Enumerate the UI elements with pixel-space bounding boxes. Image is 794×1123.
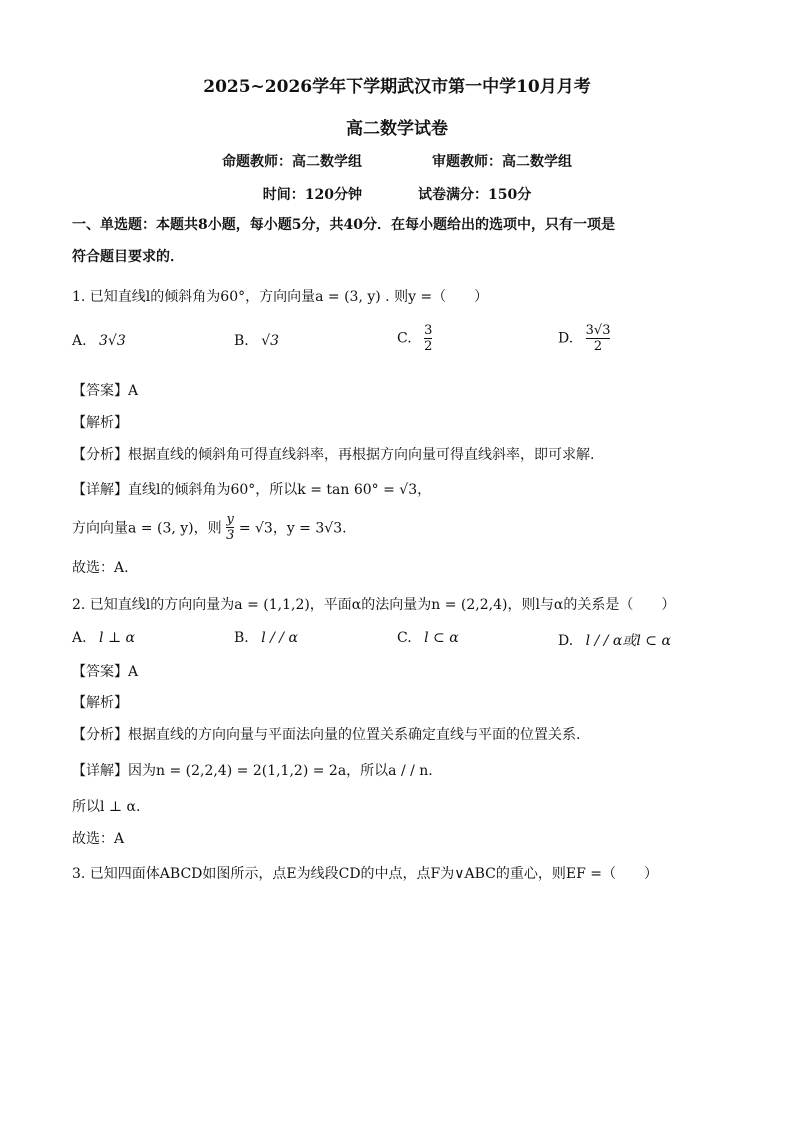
q1-line2-post: = √3，y = 3√3.	[238, 520, 347, 537]
exam-title: 2025~2026学年下学期武汉市第一中学10月月考	[203, 77, 591, 97]
q2-option-c-label: C.	[397, 630, 412, 646]
q2-option-d	[558, 630, 671, 650]
q2-conclusion: 故选：A	[72, 831, 125, 847]
q2-stem: 2. 已知直线l的方向向量为a = (1,1,2)，平面α的法向量为n = (2,2,4)，则l与α的关系是（ ）	[72, 597, 676, 613]
q1-stem: 1. 已知直线l的倾斜角为60°，方向向量a = (3, y) . 则y =（ ）	[72, 289, 489, 305]
q1-solution-line2	[72, 512, 347, 543]
q1-fenxi: 【分析】根据直线的倾斜角可得直线斜率，再根据方向向量可得直线斜率，即可求解.	[72, 447, 595, 463]
q1-option-a-label: A.	[72, 333, 87, 349]
q2-xiangjie: 【详解】因为n = (2,2,4) = 2(1,1,2) = 2a，所以a / / n.	[72, 763, 433, 779]
q1-option-d-label: D.	[558, 330, 574, 347]
q1-line2-fraction	[226, 512, 234, 543]
q1-analysis-tag: 【解析】	[72, 415, 128, 431]
q2-option-c	[397, 630, 459, 646]
q2-option-b-label: B.	[234, 630, 249, 646]
q2-option-a-label: A.	[72, 630, 87, 646]
q2-so: 所以l ⊥ α.	[72, 799, 141, 815]
section-heading-line1: 一、单选题：本题共8小题，每小题5分，共40分．在每小题给出的选项中，只有一项是	[72, 217, 615, 233]
q2-fenxi: 【分析】根据直线的方向向量与平面法向量的位置关系确定直线与平面的位置关系.	[72, 727, 581, 743]
q3-stem: 3. 已知四面体ABCD如图所示，点E为线段CD的中点，点F为∨ABC的重心，则EF =（ ）	[72, 866, 659, 882]
q2-option-b-text: l / / α	[261, 630, 298, 646]
q2-option-a	[72, 630, 135, 646]
q1-option-d-numerator: 3√3	[585, 323, 611, 338]
exam-subtitle: 高二数学试卷	[346, 119, 448, 139]
q1-line2-numerator: y	[226, 512, 234, 527]
q1-answer: 【答案】A	[72, 383, 139, 399]
exam-time-score: 时间：120分钟 试卷满分：150分	[262, 187, 532, 203]
q2-answer: 【答案】A	[72, 664, 139, 680]
q1-line2-pre: 方向向量a = (3, y)，则	[72, 520, 222, 537]
q2-option-d-text: l / / α或l ⊂ α	[585, 633, 671, 649]
q1-option-a	[72, 333, 126, 349]
q1-option-c	[397, 323, 432, 354]
q1-option-b-label: B.	[234, 333, 249, 349]
q2-option-a-text: l ⊥ α	[99, 630, 136, 646]
q1-option-d	[558, 323, 610, 354]
q1-option-a-text: 3√3	[99, 333, 126, 349]
q2-option-d-label: D.	[558, 633, 574, 649]
q1-option-b	[234, 333, 279, 349]
q2-analysis-tag: 【解析】	[72, 695, 128, 711]
section-heading-line2: 符合题目要求的．	[72, 249, 184, 265]
q1-xiangjie: 【详解】直线l的倾斜角为60°，所以k = tan 60° = √3，	[72, 482, 432, 498]
q1-option-c-numerator: 3	[424, 323, 433, 338]
q2-option-c-text: l ⊂ α	[424, 630, 459, 646]
q1-option-b-text: √3	[261, 333, 280, 349]
q1-conclusion: 故选：A.	[72, 560, 129, 576]
exam-authors: 命题教师：高二数学组 审题教师：高二数学组	[222, 154, 572, 170]
q1-line2-denominator: 3	[226, 528, 235, 543]
q1-option-d-denominator: 2	[593, 339, 603, 354]
q1-option-d-fraction	[586, 323, 611, 354]
q2-option-b	[234, 630, 298, 646]
q1-option-c-label: C.	[397, 330, 412, 347]
q1-option-c-fraction	[424, 323, 432, 354]
q1-option-c-denominator: 2	[424, 339, 433, 354]
